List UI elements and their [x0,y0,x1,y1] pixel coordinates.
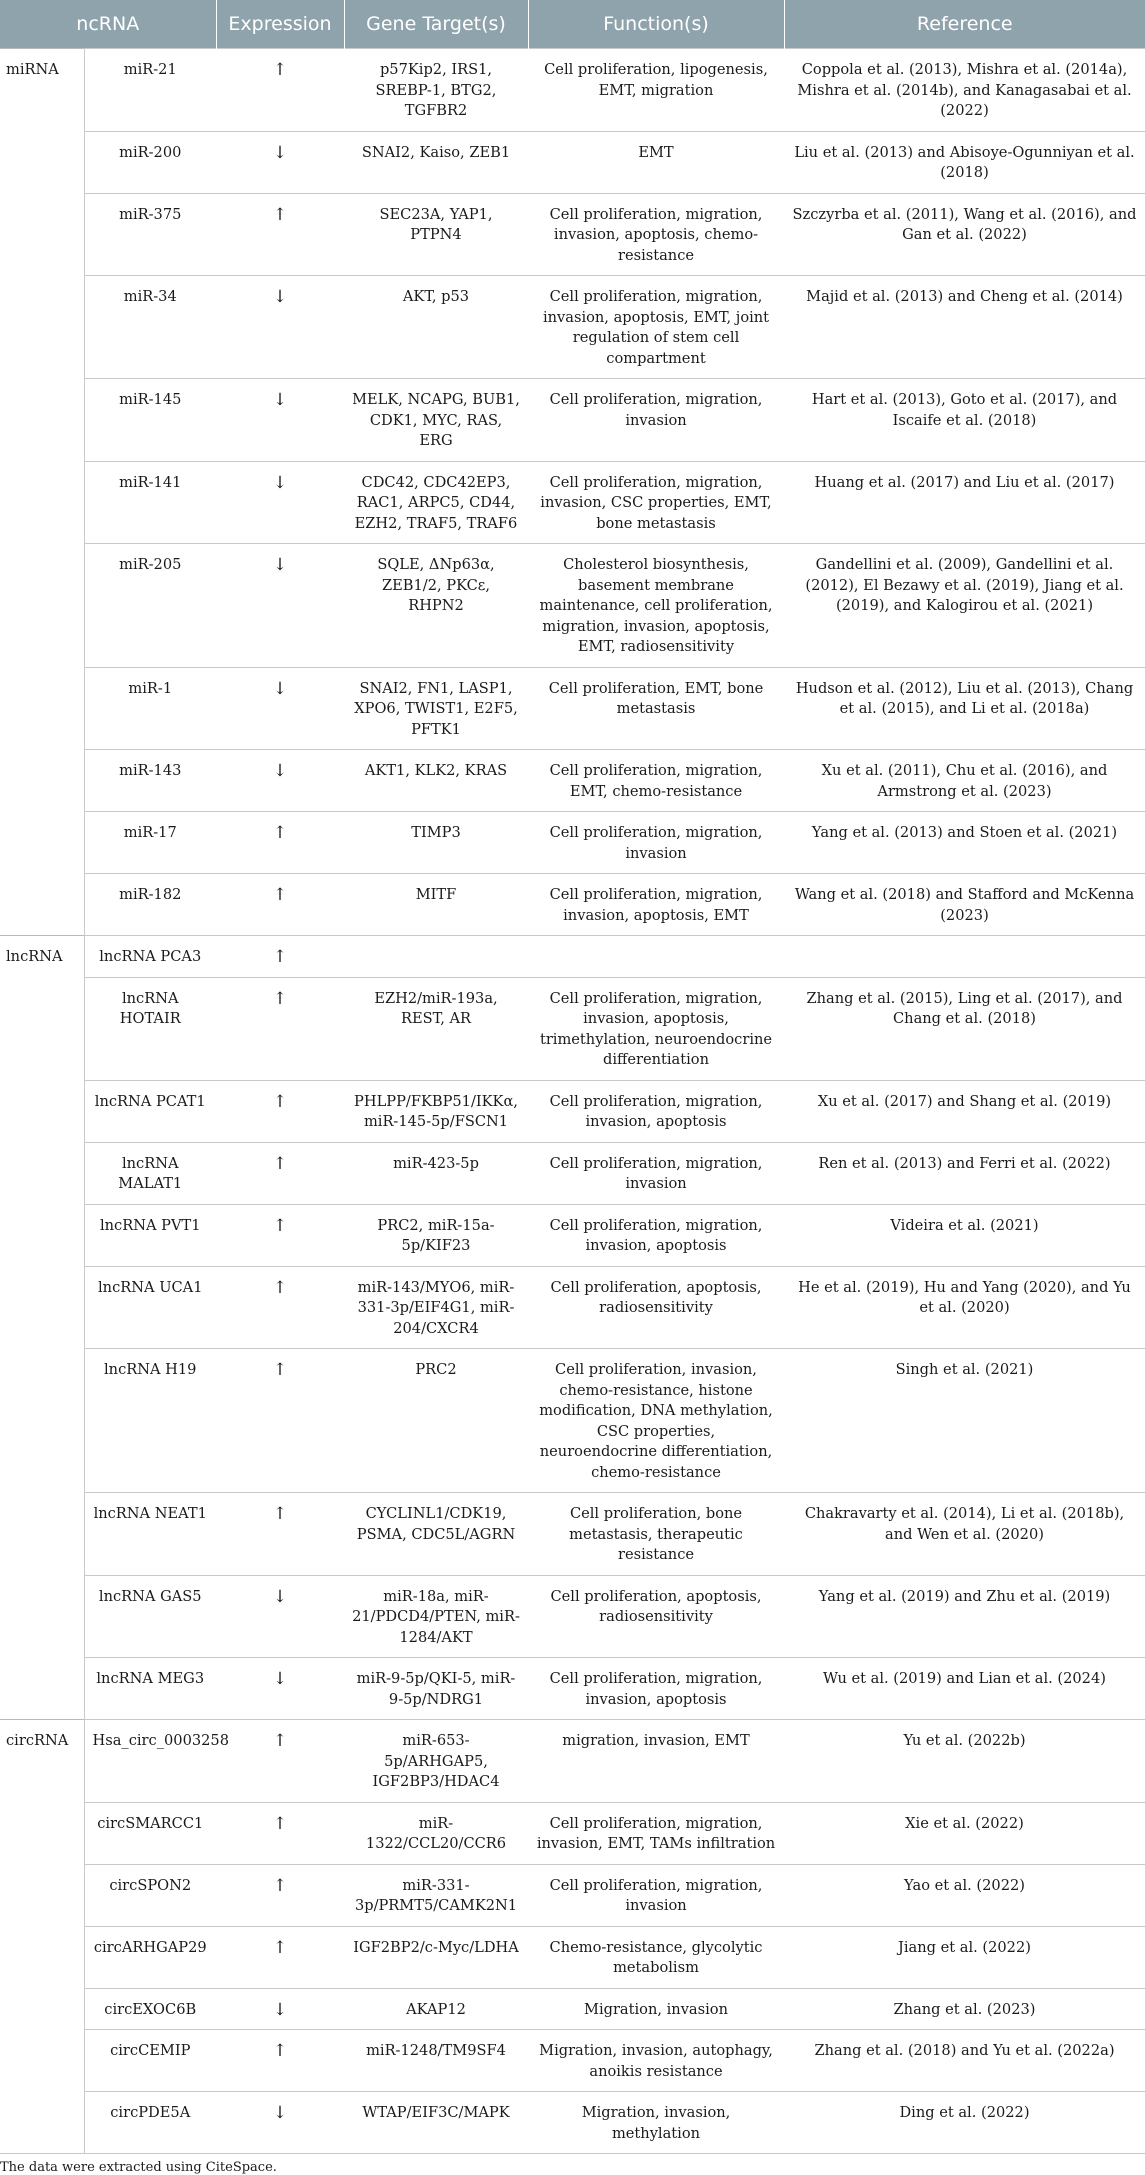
reference-cell: Ren et al. (2013) and Ferri et al. (2022) [784,1142,1145,1204]
functions-cell: Cell proliferation, apoptosis, radiosensitivity [528,1266,784,1349]
ncrna-name-cell: circARHGAP29 [84,1926,216,1988]
functions-cell: Chemo-resistance, glycolytic metabolism [528,1926,784,1988]
ncrna-name-cell: lncRNA UCA1 [84,1266,216,1349]
reference-cell: Gandellini et al. (2009), Gandellini et al. (2012), El Bezawy et al. (2019), Jiang et al. (2019), and Kalogirou et al. (2021) [784,544,1145,668]
ncrna-name-cell: lncRNA HOTAIR [84,977,216,1080]
ncrna-name-cell: miR-375 [84,193,216,276]
functions-cell: Cell proliferation, migration, invasion [528,379,784,462]
header-reference: Reference [784,0,1145,49]
ncrna-name-cell: lncRNA NEAT1 [84,1493,216,1576]
reference-cell: Yang et al. (2019) and Zhu et al. (2019) [784,1575,1145,1658]
gene-targets-cell: p57Kip2, IRS1, SREBP-1, BTG2, TGFBR2 [344,49,528,132]
functions-cell: Cell proliferation, migration, invasion, apoptosis [528,1204,784,1266]
functions-cell: Cell proliferation, lipogenesis, EMT, migration [528,49,784,132]
expression-cell: ↑ [216,1720,344,1803]
table-row [0,936,1145,978]
functions-cell: Cell proliferation, migration, invasion, apoptosis, EMT, joint regulation of stem cell compartment [528,276,784,379]
ncrna-name-cell: circEXOC6B [84,1988,216,2030]
ncrna-name-cell: miR-21 [84,49,216,132]
expression-cell: ↑ [216,1802,344,1864]
ncrna-name-cell: lncRNA H19 [84,1349,216,1493]
reference-cell: Zhang et al. (2023) [784,1988,1145,2030]
table-row [0,49,1145,132]
reference-cell: Xie et al. (2022) [784,1802,1145,1864]
reference-cell: He et al. (2019), Hu and Yang (2020), and Yu et al. (2020) [784,1266,1145,1349]
table-row [0,977,1145,1080]
header-functions: Function(s) [528,0,784,49]
table-row [0,2092,1145,2154]
gene-targets-cell: miR-9-5p/QKI-5, miR-9-5p/NDRG1 [344,1658,528,1720]
expression-cell: ↑ [216,49,344,132]
functions-cell: Cell proliferation, migration, invasion [528,1864,784,1926]
expression-cell: ↓ [216,131,344,193]
gene-targets-cell: PRC2, miR-15a-5p/KIF23 [344,1204,528,1266]
group-label-cell: circRNA [0,1720,84,2154]
reference-cell: Coppola et al. (2013), Mishra et al. (2014a), Mishra et al. (2014b), and Kanagasabai et al. (2022) [784,49,1145,132]
functions-cell: Migration, invasion, autophagy, anoikis resistance [528,2030,784,2092]
gene-targets-cell: SNAI2, FN1, LASP1, XPO6, TWIST1, E2F5, PFTK1 [344,667,528,750]
reference-cell: Wu et al. (2019) and Lian et al. (2024) [784,1658,1145,1720]
gene-targets-cell: PRC2 [344,1349,528,1493]
reference-cell: Xu et al. (2017) and Shang et al. (2019) [784,1080,1145,1142]
table-row [0,1720,1145,1803]
reference-cell: Yao et al. (2022) [784,1864,1145,1926]
gene-targets-cell: miR-423-5p [344,1142,528,1204]
reference-cell: Chakravarty et al. (2014), Li et al. (2018b), and Wen et al. (2020) [784,1493,1145,1576]
functions-cell: Cell proliferation, migration, invasion, EMT, TAMs infiltration [528,1802,784,1864]
expression-cell: ↓ [216,1988,344,2030]
table-row [0,667,1145,750]
expression-cell: ↑ [216,1142,344,1204]
ncrna-name-cell: lncRNA MALAT1 [84,1142,216,1204]
gene-targets-cell: AKT1, KLK2, KRAS [344,750,528,812]
expression-cell: ↑ [216,1349,344,1493]
header-gene-targets: Gene Target(s) [344,0,528,49]
reference-cell: Majid et al. (2013) and Cheng et al. (2014) [784,276,1145,379]
reference-cell: Videira et al. (2021) [784,1204,1145,1266]
gene-targets-cell: miR-143/MYO6, miR-331-3p/EIF4G1, miR-204/CXCR4 [344,1266,528,1349]
functions-cell: Migration, invasion, methylation [528,2092,784,2154]
functions-cell: migration, invasion, EMT [528,1720,784,1803]
header-ncrna: ncRNA [0,0,216,49]
table-row [0,1266,1145,1349]
expression-cell: ↑ [216,1493,344,1576]
functions-cell: Cell proliferation, migration, EMT, chemo-resistance [528,750,784,812]
expression-cell: ↓ [216,667,344,750]
gene-targets-cell: CDC42, CDC42EP3, RAC1, ARPC5, CD44, EZH2, TRAF5, TRAF6 [344,461,528,544]
gene-targets-cell: MELK, NCAPG, BUB1, CDK1, MYC, RAS, ERG [344,379,528,462]
expression-cell: ↑ [216,1266,344,1349]
ncrna-name-cell: circCEMIP [84,2030,216,2092]
functions-cell: Cell proliferation, migration, invasion, CSC properties, EMT, bone metastasis [528,461,784,544]
ncrna-name-cell: miR-143 [84,750,216,812]
table-row [0,461,1145,544]
ncrna-name-cell: Hsa_circ_0003258 [84,1720,216,1803]
gene-targets-cell: SNAI2, Kaiso, ZEB1 [344,131,528,193]
table-row [0,750,1145,812]
gene-targets-cell: SQLE, ΔNp63α, ZEB1/2, PKCε, RHPN2 [344,544,528,668]
table-row [0,193,1145,276]
gene-targets-cell: miR-18a, miR-21/PDCD4/PTEN, miR-1284/AKT [344,1575,528,1658]
table-row [0,1658,1145,1720]
functions-cell: Cell proliferation, bone metastasis, therapeutic resistance [528,1493,784,1576]
ncrna-name-cell: miR-141 [84,461,216,544]
expression-cell: ↓ [216,544,344,668]
ncrna-name-cell: lncRNA GAS5 [84,1575,216,1658]
ncrna-name-cell: lncRNA PVT1 [84,1204,216,1266]
reference-cell: Jiang et al. (2022) [784,1926,1145,1988]
gene-targets-cell: miR-1322/CCL20/CCR6 [344,1802,528,1864]
table-row [0,1493,1145,1576]
functions-cell: Cell proliferation, EMT, bone metastasis [528,667,784,750]
expression-cell: ↓ [216,1658,344,1720]
functions-cell: Cell proliferation, migration, invasion, apoptosis [528,1658,784,1720]
table-footnote: The data were extracted using CiteSpace. [0,2153,1145,2175]
expression-cell: ↑ [216,812,344,874]
functions-cell: Cell proliferation, migration, invasion [528,812,784,874]
table-row [0,1575,1145,1658]
reference-cell: Wang et al. (2018) and Stafford and McKenna (2023) [784,874,1145,936]
ncrna-name-cell: lncRNA PCA3 [84,936,216,978]
functions-cell: Cell proliferation, migration, invasion, apoptosis, EMT [528,874,784,936]
table-row [0,812,1145,874]
reference-cell: Xu et al. (2011), Chu et al. (2016), and Armstrong et al. (2023) [784,750,1145,812]
table-row [0,1988,1145,2030]
table-row [0,1802,1145,1864]
table-row [0,544,1145,668]
reference-cell: Singh et al. (2021) [784,1349,1145,1493]
ncrna-name-cell: circSMARCC1 [84,1802,216,1864]
functions-cell: Cell proliferation, apoptosis, radiosensitivity [528,1575,784,1658]
reference-cell: Zhang et al. (2018) and Yu et al. (2022a) [784,2030,1145,2092]
group-label-cell: miRNA [0,49,84,936]
table-row [0,1080,1145,1142]
ncrna-name-cell: miR-205 [84,544,216,668]
functions-cell: Cell proliferation, migration, invasion, apoptosis, trimethylation, neuroendocrine differentiation [528,977,784,1080]
header-expression: Expression [216,0,344,49]
ncrna-name-cell: lncRNA MEG3 [84,1658,216,1720]
functions-cell [528,936,784,978]
ncrna-name-cell: lncRNA PCAT1 [84,1080,216,1142]
ncrna-name-cell: circPDE5A [84,2092,216,2154]
reference-cell: Ding et al. (2022) [784,2092,1145,2154]
expression-cell: ↓ [216,2092,344,2154]
gene-targets-cell: SEC23A, YAP1, PTPN4 [344,193,528,276]
expression-cell: ↓ [216,1575,344,1658]
expression-cell: ↓ [216,379,344,462]
reference-cell: Zhang et al. (2015), Ling et al. (2017), and Chang et al. (2018) [784,977,1145,1080]
reference-cell: Yu et al. (2022b) [784,1720,1145,1803]
reference-cell: Yang et al. (2013) and Stoen et al. (2021) [784,812,1145,874]
ncrna-name-cell: miR-145 [84,379,216,462]
gene-targets-cell: IGF2BP2/c-Myc/LDHA [344,1926,528,1988]
expression-cell: ↑ [216,874,344,936]
gene-targets-cell: miR-653-5p/ARHGAP5, IGF2BP3/HDAC4 [344,1720,528,1803]
functions-cell: EMT [528,131,784,193]
table-row [0,1142,1145,1204]
expression-cell: ↑ [216,193,344,276]
header-row [0,0,1145,49]
functions-cell: Cholesterol biosynthesis, basement membrane maintenance, cell proliferation, migration, invasion, apoptosis, EMT, radiosensitivity [528,544,784,668]
gene-targets-cell: miR-331-3p/PRMT5/CAMK2N1 [344,1864,528,1926]
table-row [0,1926,1145,1988]
gene-targets-cell: AKAP12 [344,1988,528,2030]
expression-cell: ↓ [216,276,344,379]
expression-cell: ↑ [216,1864,344,1926]
gene-targets-cell: TIMP3 [344,812,528,874]
reference-cell: Hudson et al. (2012), Liu et al. (2013), Chang et al. (2015), and Li et al. (2018a) [784,667,1145,750]
functions-cell: Cell proliferation, migration, invasion [528,1142,784,1204]
gene-targets-cell: MITF [344,874,528,936]
ncrna-name-cell: miR-182 [84,874,216,936]
functions-cell: Cell proliferation, migration, invasion, apoptosis [528,1080,784,1142]
table-row [0,874,1145,936]
gene-targets-cell: CYCLINL1/CDK19, PSMA, CDC5L/AGRN [344,1493,528,1576]
reference-cell [784,936,1145,978]
expression-cell: ↑ [216,2030,344,2092]
expression-cell: ↑ [216,1080,344,1142]
gene-targets-cell: AKT, p53 [344,276,528,379]
functions-cell: Migration, invasion [528,1988,784,2030]
expression-cell: ↑ [216,1926,344,1988]
functions-cell: Cell proliferation, migration, invasion, apoptosis, chemo-resistance [528,193,784,276]
table-row [0,379,1145,462]
reference-cell: Szczyrba et al. (2011), Wang et al. (2016), and Gan et al. (2022) [784,193,1145,276]
gene-targets-cell: EZH2/miR-193a, REST, AR [344,977,528,1080]
expression-cell: ↑ [216,1204,344,1266]
table-row [0,1864,1145,1926]
expression-cell: ↑ [216,977,344,1080]
table-row [0,276,1145,379]
expression-cell: ↓ [216,750,344,812]
reference-cell: Hart et al. (2013), Goto et al. (2017), and Iscaife et al. (2018) [784,379,1145,462]
ncrna-name-cell: circSPON2 [84,1864,216,1926]
ncrna-name-cell: miR-17 [84,812,216,874]
ncrna-name-cell: miR-1 [84,667,216,750]
table-row [0,2030,1145,2092]
table-row [0,131,1145,193]
gene-targets-cell: WTAP/EIF3C/MAPK [344,2092,528,2154]
expression-cell: ↓ [216,461,344,544]
gene-targets-cell [344,936,528,978]
ncrna-name-cell: miR-200 [84,131,216,193]
ncrna-name-cell: miR-34 [84,276,216,379]
table-row [0,1349,1145,1493]
gene-targets-cell: PHLPP/FKBP51/IKKα, miR-145-5p/FSCN1 [344,1080,528,1142]
gene-targets-cell: miR-1248/TM9SF4 [344,2030,528,2092]
table-row [0,1204,1145,1266]
reference-cell: Liu et al. (2013) and Abisoye-Ogunniyan et al. (2018) [784,131,1145,193]
reference-cell: Huang et al. (2017) and Liu et al. (2017) [784,461,1145,544]
expression-cell: ↑ [216,936,344,978]
group-label-cell: lncRNA [0,936,84,1720]
functions-cell: Cell proliferation, invasion, chemo-resistance, histone modification, DNA methylation, CSC properties, neuroendocrine differentiation, chemo-resistance [528,1349,784,1493]
